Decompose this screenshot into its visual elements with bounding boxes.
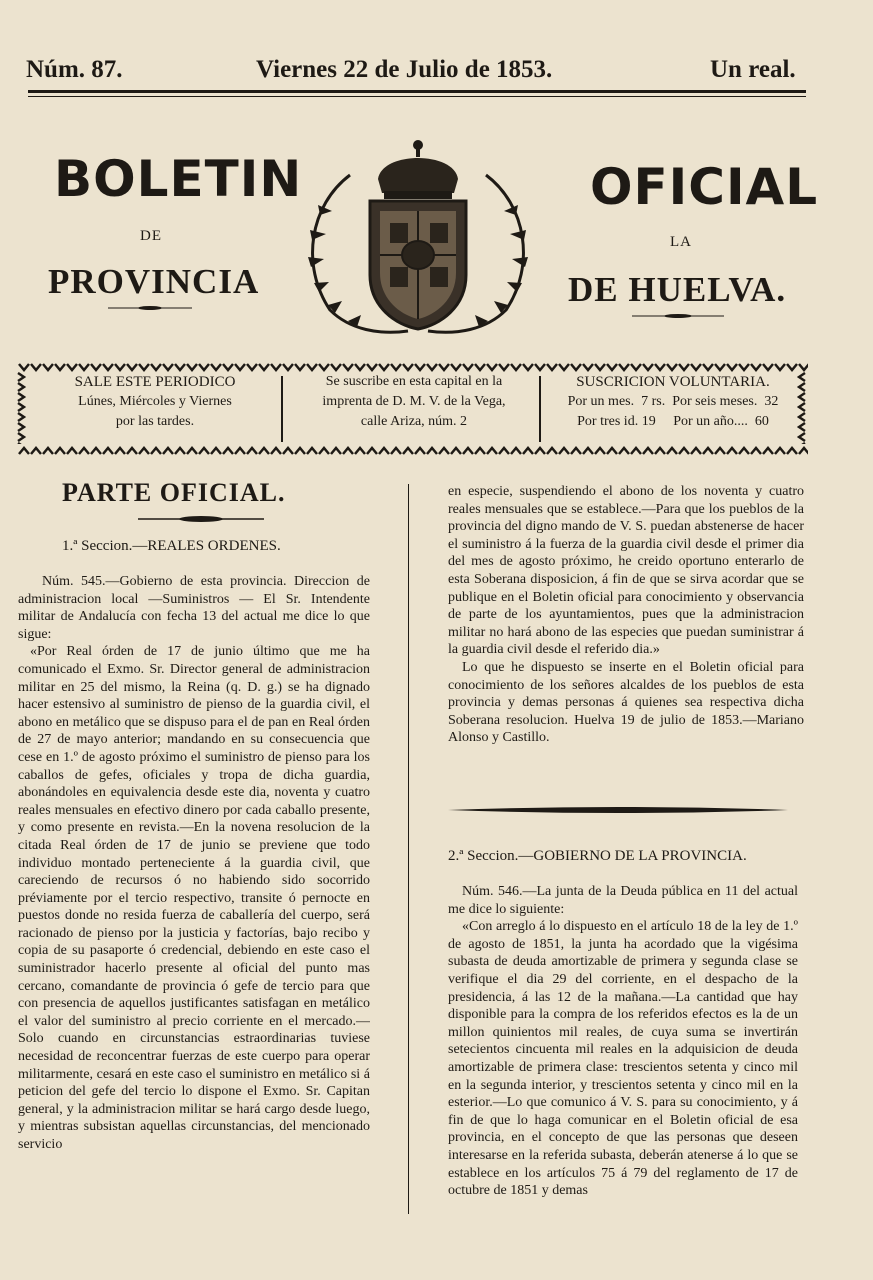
issue-date: Viernes 22 de Julio de 1853. (256, 56, 553, 83)
section-1-heading: 1.ª Seccion.—REALES ORDENES. (62, 538, 281, 554)
subscription-divider-2 (539, 376, 541, 442)
paragraph-signature: Lo que he dispuesto se inserte en el Boletin oficial para conocimiento de los señores alcaldes de los pueblos de esta provincia y demas personas á quienes sea respectiva dicha Soberana resolucion. Huelva 19 de julio de 1853.—Mariano Alonso y Castillo. (448, 659, 804, 746)
title-left-ornament (108, 306, 192, 310)
title-oficial: OFICIAL (590, 158, 819, 216)
subscription-schedule (30, 372, 280, 444)
right-column-body-top (448, 483, 804, 778)
paragraph-545-quote: «Por Real órden de 17 de junio último que me ha comunicado el Exmo. Sr. Director general de administracion militar en 25 del mismo, la Reina (q. D. g.) se ha dignado hacer estensivo al suministro de pienso de la guardia civil, el abono en metálico que se dispuso para el de pan en Real órden de 27 de mayo anterior; mandando en su consecuencia que cese en 1.º de agosto próximo el suministro de pienso para los caballos de gefes, oficiales y tropa de dicha guardia, abonándoles en equivalencia desde este dia, noventa y cuatro reales mensuales en efectivo dinero por cada caballo presente, y como presente en revista.—En la novena resolucion de la citada Real órden de 17 de junio se previene que todo individuo montado perteneciente á la guardia civil, que careciendo de recursos ó no habiendo sido socorrido préviamente por el tercio respectivo, transite ó pernocte en puestos donde no resida fuerza de caballería del cuerpo, será racionado de pienso por la justicia y factorías, bajo recibo y copia de su pasaporte ó credencial, debiendo en este caso el suministrador hacerlo presente al oficial del punto mas cercano, comandante de provincia ó gefe de tercio para que con presencia de aquellos justificantes satisfagan en metálico el valor del suministro al precio corriente en el mercado.—Solo cuando en circunstancias estraordinarias tuviese necesidad de reconcentrar fuerzas de este cuerpo para operar militarmente, cesará en este caso el suministro en metálico si á peticion del gefe del tercio lo dispone el Exmo. Sr. Capitan general, y la administracion militar se hará cargo desde luego, y mientras subsistan aquellas circunstancias, del mencionado servicio (18, 644, 370, 1152)
section-2-heading: 2.ª Seccion.—GOBIERNO DE LA PROVINCIA. (448, 848, 747, 864)
right-column-body-bottom (448, 883, 798, 1228)
paragraph-546-intro: Núm. 546.—La junta de la Deuda pública en 11 del actual me dice lo siguiente: (448, 884, 798, 917)
place-line-1: Se suscribe en esta capital en la (325, 374, 503, 389)
prices-row-2: Por tres id. 19 Por un año.... 60 (577, 414, 769, 429)
parte-oficial-heading: PARTE OFICIAL. (62, 478, 286, 507)
place-line-2: imprenta de D. M. V. de la Vega, (322, 394, 506, 409)
title-right-ornament (632, 314, 724, 318)
issue-number: Núm. 87. (26, 56, 123, 83)
title-de: DE (140, 228, 162, 244)
column-divider (408, 484, 409, 1214)
paragraph-545-intro: Núm. 545.—Gobierno de esta provincia. Direccion de administracion local —Suministros — El Sr. Intendente militar de Andalucía con fecha 13 del actual me dice lo que sigue: (18, 574, 370, 642)
chain-border-top (18, 362, 808, 372)
title-la: LA (670, 234, 692, 250)
title-provincia: PROVINCIA (48, 262, 260, 301)
heading-ornament (138, 516, 264, 522)
place-line-3: calle Ariza, núm. 2 (360, 414, 468, 429)
schedule-time: por las tardes. (115, 414, 195, 429)
title-boletin: BOLETIN (54, 150, 303, 208)
coat-of-arms-icon (290, 135, 546, 341)
subscription-box (22, 372, 802, 444)
dateline (26, 56, 806, 94)
subscription-divider-1 (281, 376, 283, 442)
issue-price: Un real. (710, 56, 796, 83)
prices-title: SUSCRICION VOLUNTARIA. (576, 374, 770, 390)
header-rule-bottom (28, 96, 806, 97)
schedule-days: Lúnes, Miércoles y Viernes (78, 394, 232, 409)
subscription-place (286, 372, 542, 444)
header-rule-top (28, 90, 806, 93)
chain-border-bottom (18, 446, 808, 456)
paragraph-546-quote: «Con arreglo á lo dispuesto en el artículo 18 de la ley de 1.º de agosto de 1851, la junta ha acordado que la vigésima subasta de deuda amortizable de primera y segunda clase se verifique el dia 29 del corriente, en el despacho de la presidencia, á las 12 de la mañana.—La cantidad que hay disponible para la compra de los referidos efectos es la de un millon quinientos mil reales, de cuya suma se invertirán setecientos cincuenta mil reales en la adquisicion de deuda amortizable de primera clase: trescientos setenta y cinco mil en la segunda interior, y trescientos setenta y cinco mil en la esterior.—Lo que comunico á V. S. para su conocimiento, y á fin de que lo haga comunicar en el Boletin oficial de esa provincia, en el concepto de que las personas que deseen interesarse en la referida subasta, deberán atenerse á lo que se establece en los artículos 75 á 79 del reglamento de 17 de octubre de 1851 y demas (448, 919, 798, 1199)
paragraph-continuation: en especie, suspendiendo el abono de los noventa y cuatro reales mensuales que se establece.—Para que los pueblos de la provincia del digno mando de V. S. puedan abstenerse de hacer el suministro á la fuerza de la guardia civil desde el primer dia del mes de agosto próximo, he creido oportuno enterarlo de esta Soberana disposicion, á fin de que se sirva acordar que se publique en el Boletin oficial para conocimiento y observancia de parte de los ayuntamientos, pues que la administracion militar no hará abono de las especies que puedan suministrar á la guardia civil desde el referido dia.» (448, 484, 804, 658)
section-separator (448, 806, 788, 814)
subscription-prices (546, 372, 800, 444)
schedule-title: SALE ESTE PERIODICO (74, 374, 236, 390)
title-de-huelva: DE HUELVA. (568, 270, 787, 309)
left-column-body (18, 573, 370, 1213)
prices-row-1: Por un mes. 7 rs. Por seis meses. 32 (567, 394, 779, 409)
